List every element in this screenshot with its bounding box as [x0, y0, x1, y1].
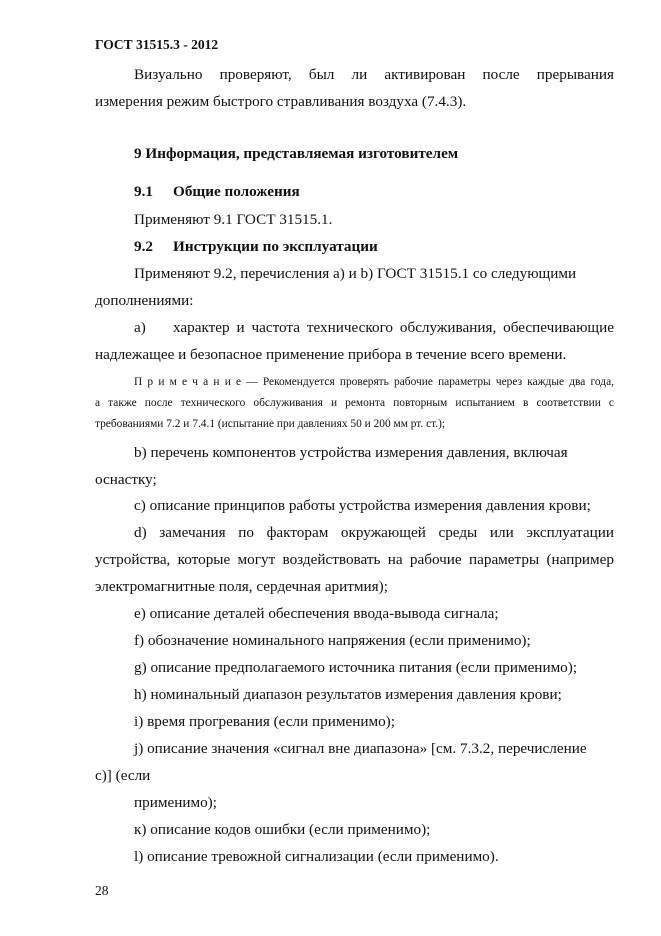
list-item-line: b) перечень компонентов устройства измерения давления, включая	[134, 444, 568, 461]
list-item-line: f) обозначение номинального напряжения (если применимо);	[134, 632, 531, 649]
list-item-line: устройства, которые могут воздействовать на рабочие параметры (например	[95, 551, 614, 568]
list-item-line: c)] (если	[95, 767, 151, 784]
paragraph-line: Применяют 9.2, перечисления a) и b) ГОСТ 31515.1 со следующими	[134, 265, 577, 282]
list-item-line: электромагнитные поля, сердечная аритмия);	[95, 578, 388, 595]
paragraph-line: дополнениями:	[95, 292, 194, 309]
subsection-title: Инструкции по эксплуатации	[173, 238, 378, 255]
note-line: требованиями 7.2 и 7.4.1 (испытание при давлениях 50 и 200 мм рт. ст.);	[95, 418, 446, 430]
paragraph-line: измерения режим быстрого стравливания воздуха (7.4.3).	[95, 93, 467, 110]
note-line: а также после технического обслуживания и ремонта повторным испытанием в соответствии с	[95, 397, 614, 409]
note-line: П р и м е ч а н и е — Рекомендуется проверять рабочие параметры через каждые два года,	[134, 376, 614, 388]
list-item-line: h) номинальный диапазон результатов измерения давления крови;	[134, 686, 562, 703]
list-item-line: d) замечания по факторам окружающей среды или эксплуатации	[134, 524, 614, 541]
list-item-line: j) описание значения «сигнал вне диапазона» [см. 7.3.2, перечисление	[134, 740, 587, 757]
section-title: 9 Информация, представляемая изготовителем	[134, 145, 459, 162]
list-item-line: e) описание деталей обеспечения ввода-вывода сигнала;	[134, 605, 499, 622]
subsection-number: 9.2	[134, 238, 153, 255]
list-item-line: к) описание кодов ошибки (если применимо);	[134, 821, 431, 838]
list-item-line: l) описание тревожной сигнализации (если применимо).	[134, 848, 499, 865]
list-item-line: оснастку;	[95, 471, 157, 488]
page-number: 28	[95, 883, 109, 898]
list-item-line: c) описание принципов работы устройства измерения давления крови;	[134, 497, 591, 514]
subsection-title: Общие положения	[173, 183, 300, 200]
list-item-line: i) время прогревания (если применимо);	[134, 713, 395, 730]
document-header: ГОСТ 31515.3 - 2012	[95, 37, 219, 52]
list-item-line: применимо);	[134, 794, 217, 811]
list-marker: a)	[134, 319, 146, 336]
subsection-number: 9.1	[134, 183, 153, 200]
list-item-line: надлежащее и безопасное применение прибора в течение всего времени.	[95, 346, 567, 363]
list-item-line: g) описание предполагаемого источника питания (если применимо);	[134, 659, 578, 676]
list-item-line: характер и частота технического обслуживания, обеспечивающие	[173, 319, 614, 336]
paragraph-line: Визуально проверяют, был ли активирован после прерывания	[134, 66, 614, 83]
paragraph-line: Применяют 9.1 ГОСТ 31515.1.	[134, 211, 333, 228]
